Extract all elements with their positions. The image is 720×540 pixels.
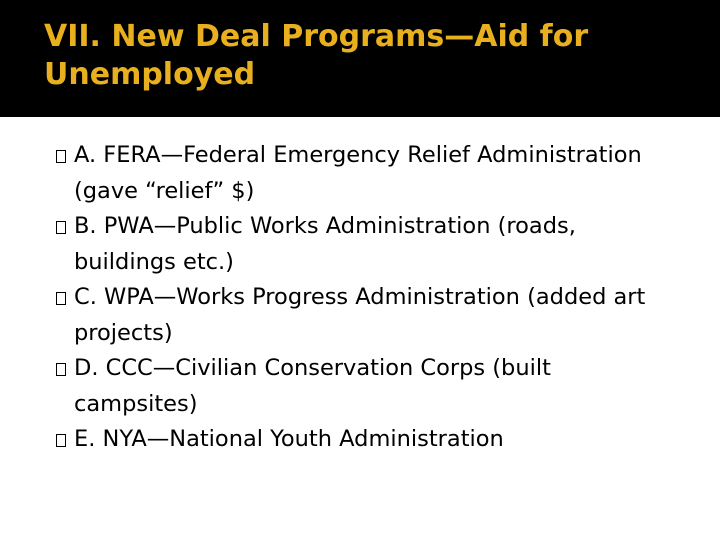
bullet-box-icon bbox=[56, 150, 66, 163]
bullet-text: C. WPA—Works Progress Administration (added art projects) bbox=[74, 284, 646, 346]
bullet-text: A. FERA—Federal Emergency Relief Administration (gave “relief” $) bbox=[74, 142, 642, 204]
title-bar bbox=[0, 0, 720, 117]
slide-title: VII. New Deal Programs—Aid for Unemployed bbox=[44, 19, 589, 92]
bullet-box-icon bbox=[56, 363, 66, 376]
bullet-item-pwa bbox=[44, 209, 674, 280]
bullet-text: E. NYA—National Youth Administration bbox=[74, 426, 504, 452]
bullet-list bbox=[44, 138, 674, 458]
bullet-item-wpa bbox=[44, 280, 674, 351]
bullet-item-ccc bbox=[44, 351, 674, 422]
bullet-box-icon bbox=[56, 434, 66, 447]
bullet-item-nya bbox=[44, 422, 674, 458]
bullet-box-icon bbox=[56, 292, 66, 305]
bullet-box-icon bbox=[56, 221, 66, 234]
bullet-item-fera bbox=[44, 138, 674, 209]
bullet-text: B. PWA—Public Works Administration (roads, buildings etc.) bbox=[74, 213, 576, 275]
bullet-text: D. CCC—Civilian Conservation Corps (built campsites) bbox=[74, 355, 551, 417]
